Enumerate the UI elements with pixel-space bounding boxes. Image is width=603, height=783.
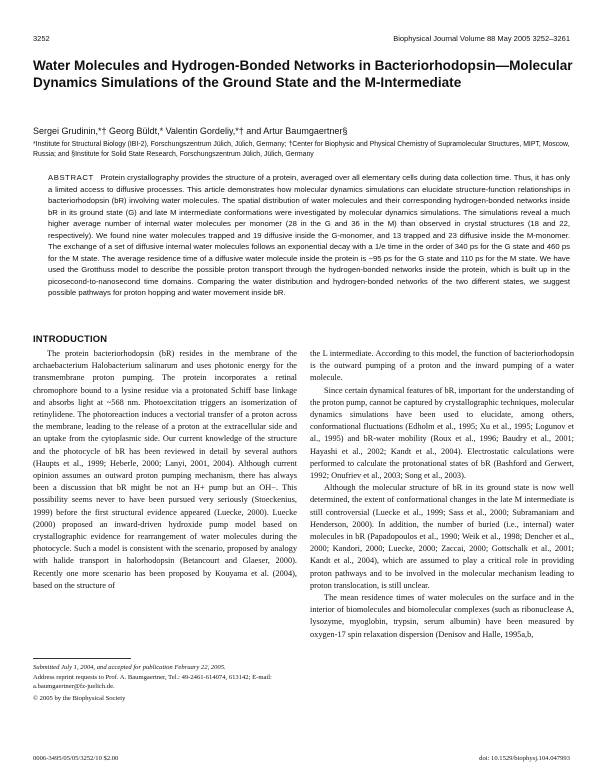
footnote bbox=[33, 663, 303, 703]
abstract-text: Protein crystallography provides the structure of a protein, averaged over all elementary cells during data collection time. Thus, it has only a limited access to diffusive processes. This article demonstrates how molecular dynamics simulations can elucidate structure-function relationships in bacteriorhodopsin (bR) involving water molecules. The spatial distribution of water molecules and their corresponding hydrogen-bonded networks inside bR in its ground state (G) and late M intermediate conformations were investigated by molecular dynamics simulations. The simulations reveal a much higher average number of internal water molecules per monomer (28 in the G and 36 in the M) than observed in crystal structures (18 and 22, respectively). We found nine water molecules trapped and 19 diffusive inside the G-monomer, and 13 trapped and 23 diffusive inside the M-monomer. The exchange of a set of diffusive internal water molecules follows an exponential decay with a 1/e time in the order of 340 ps for the G state and 460 ps for the M state. The average residence time of a diffusive water molecule inside the protein is ~95 ps for the G state and 110 ps for the M state. We have used the Grotthuss model to describe the possible proton transport through the hydrogen-bonded networks inside the protein, which is built up in the picosecond-to-nanosecond time domains. Comparing the water distribution and hydrogen-bonded networks of the two different states, we suggest possible pathways for proton hopping and water movement inside bR. bbox=[48, 173, 570, 297]
affiliations: *Institute for Structural Biology (IBI-2), Forschungszentrum Jülich, Jülich, Germany; †Center for Biophysic and Physical Chemistry of Supramolecular Structures, MIPT, Moscow, Russia; and §Institute for Solid State Research, Forschungszentrum Jülich, Jülich, Germany bbox=[33, 141, 570, 158]
body-paragraph: Although the molecular structure of bR in its ground state is now well determined, the extent of conformational changes in the late M intermediate is still controversial (Luecke et al., 1999; Sass et al., 2000; Subramaniam and Henderson, 2000). In addition, the number of buried (i.e., internal) water molecules in bR (Papadopoulos et al., 1990; Weik et al., 1998; Dencher et al., 2000; Kandori, 2000; Luecke, 2000; Zaccai, 2000; Gottschalk et al., 2001; Kandt et al., 2004), which are assumed to play a critical role in providing proton pathways and to be involved in the molecular mechanism leading to proton translocation, is still unclear. bbox=[310, 483, 574, 590]
body-paragraph: Since certain dynamical features of bR, important for the understanding of the proton pump, cannot be captured by crystallographic techniques, molecular dynamics simulations have been used to elucidate, among others, conformational fluctuations (Edholm et al., 1995; Xu et al., 1995; Logunov et al., 1995) and bR-water mobility (Roux et al., 1996; Baudry et al., 2001; Hayashi et al., 2002; Kandt et al., 2004). Electrostatic calculations were performed to calculate the protonational states of bR (Bashford and Gerwert, 1992; Onufriev et al., 2003; Song et al., 2003). bbox=[310, 385, 574, 481]
body-paragraph: The mean residence times of water molecules on the surface and in the interior of biomolecules and biomolecular complexes (such as ribonuclease A, lysozyme, myoglobin, trypsin, serum albumin) have been measured by oxygen-17 spin relaxation dispersion (Denisov and Halle, 1995a,b, bbox=[310, 593, 574, 639]
copyright: © 2005 by the Biophysical Society bbox=[33, 694, 126, 702]
body-paragraph: the L intermediate. According to this model, the function of bacteriorhodopsin is the outward pumping of a proton and the inward pumping of a water molecule. bbox=[310, 349, 574, 383]
page-number: 3252 bbox=[33, 34, 50, 43]
submission-dates: Submitted July 1, 2004, and accepted for publication February 22, 2005. bbox=[33, 664, 226, 671]
left-column bbox=[33, 348, 297, 592]
doi-line: doi: 10.1529/biophysj.104.047993 bbox=[479, 755, 570, 762]
abstract bbox=[48, 172, 570, 299]
paper-title: Water Molecules and Hydrogen-Bonded Networks in Bacteriorhodopsin—Molecular Dynamics Simulations of the Ground State and the M-Intermediate bbox=[33, 58, 573, 90]
journal-header: Biophysical Journal Volume 88 May 2005 3252–3261 bbox=[393, 34, 570, 43]
footnote-divider bbox=[33, 658, 131, 659]
right-column bbox=[310, 348, 574, 641]
author-list: Sergei Grudinin,*† Georg Büldt,* Valentin Gordeliy,*† and Artur Baumgaertner§ bbox=[33, 126, 348, 136]
reprint-address: Address reprint requests to Prof. A. Baumgaertner, Tel.: 49-2461-614074, 613142; E-mail: a.baumgaertner@fz-juelich.de. bbox=[33, 673, 272, 690]
body-paragraph: The protein bacteriorhodopsin (bR) resides in the membrane of the archaebacterium Halobacterium salinarum and uses photonic energy for the transmembrane proton pumping. The protein incorporates a retinal chromophore bound to a lysine residue via a protonated Schiff base linkage and absorbs light at ~568 nm. Photoexcitation triggers an isomerization of retinylidene. The photoreaction induces a vectorial transfer of a proton across the membrane, leading to the release of a proton at the extracellular side and an uptake from the cytoplasmic side. Our current knowledge of the structure and the photocycle of bR has been reviewed in detail by several authors (Haupts et al., 1999; Heberle, 2000; Lanyi, 2001, 2004). Although current opinion assumes an outward proton pumping mechanism, there has always been a discussion that bR might be not an H+ pump but an OH−. This possibility seems never to have been pursued very seriously (Stoeckenius, 1999) before the first structural evidence appeared (Luecke, 2000). Luecke (2000) proposed an inward-driven hydroxide pump model based on crystallographic evidence for rearrangement of water molecules during the photocycle. Such a model is consistent with the scenario, proposed by analogy with halide transport in halorhodopsin (Betancourt and Glaeser, 2000). Recently one more scenario has been proposed by Kouyama et al. (2004), based on the structure of bbox=[33, 349, 297, 590]
abstract-label: ABSTRACT bbox=[48, 173, 94, 182]
section-heading: INTRODUCTION bbox=[33, 333, 108, 344]
issn-line: 0006-3495/05/05/3252/10 $2.00 bbox=[33, 755, 119, 762]
